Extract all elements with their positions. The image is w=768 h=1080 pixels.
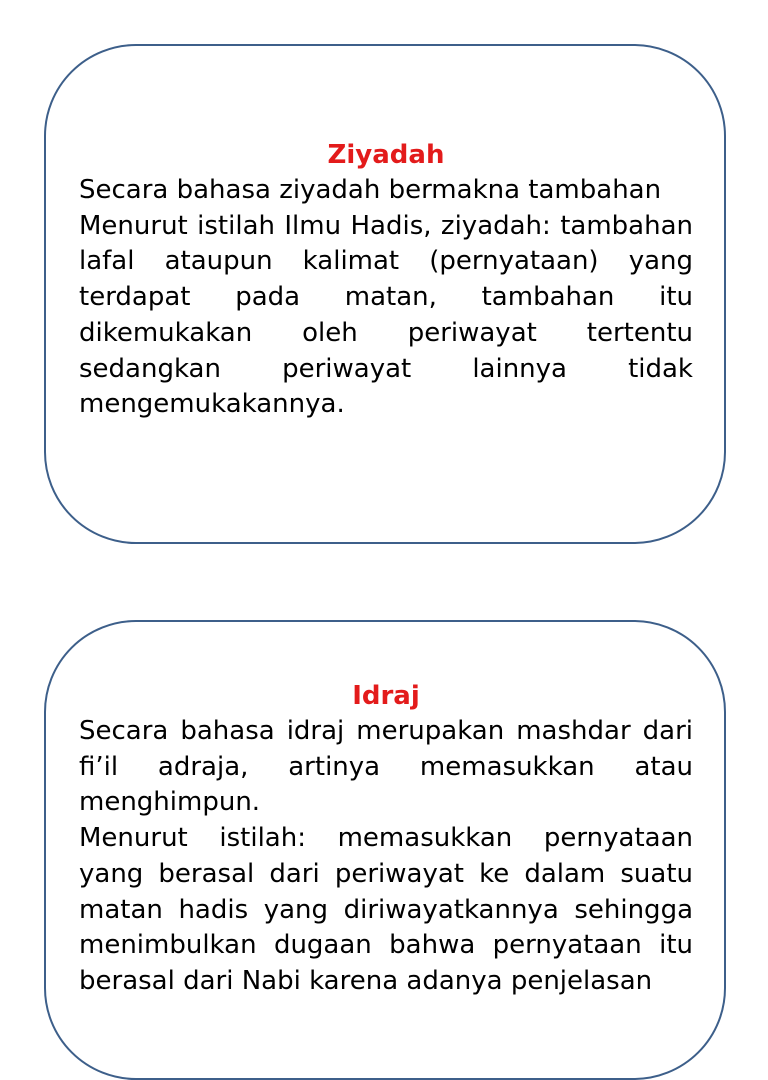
ziyadah-definition-language: Secara bahasa ziyadah bermakna tambahan	[79, 175, 662, 205]
idraj-definition-language: Secara bahasa idraj merupakan mashdar dari fi’il adraja, artinya memasukkan atau menghimpun.	[79, 716, 693, 818]
idraj-title: Idraj	[352, 681, 420, 711]
ziyadah-card-content	[79, 137, 693, 423]
ziyadah-card	[44, 44, 726, 544]
idraj-card	[44, 620, 726, 1080]
idraj-definition-term: Menurut istilah: memasukkan pernyataan yang berasal dari periwayat ke dalam suatu matan hadis yang diriwayatkannya sehingga menimbulkan dugaan bahwa pernyataan itu berasal dari Nabi karena adanya penjelasan	[79, 823, 693, 996]
ziyadah-title: Ziyadah	[327, 140, 445, 170]
ziyadah-definition-term: Menurut istilah Ilmu Hadis, ziyadah: tambahan lafal ataupun kalimat (pernyataan) yang terdapat pada matan, tambahan itu dikemukakan oleh periwayat tertentu sedangkan periwayat lainnya tidak mengemukakannya.	[79, 210, 693, 420]
idraj-card-content	[79, 678, 693, 1000]
